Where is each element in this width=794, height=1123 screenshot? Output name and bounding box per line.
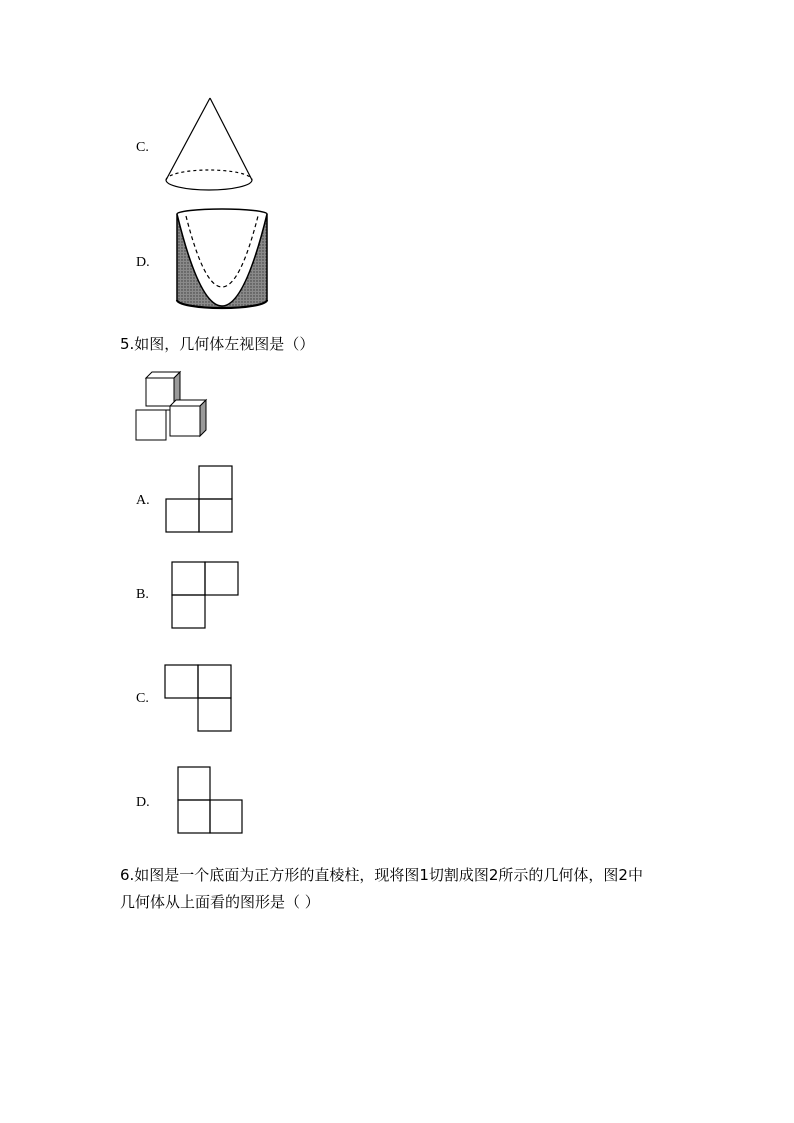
cylinder-cut-figure	[172, 208, 272, 312]
q4-option-d-label: D.	[136, 255, 150, 270]
q5-option-d-label: D.	[136, 795, 150, 810]
q5-option-a-label: A.	[136, 493, 150, 508]
q5-option-c-label: C.	[136, 691, 149, 706]
cone-figure	[164, 96, 254, 196]
q4-option-c-label: C.	[136, 140, 149, 155]
q5-option-c-figure[interactable]	[164, 664, 234, 734]
q5-option-d-figure[interactable]	[176, 766, 246, 836]
question-6-line-1: 6.如图是一个底面为正方形的直棱柱，现将图1切割成图2所示的几何体，图2中	[120, 866, 643, 884]
q5-option-b-label: B.	[136, 587, 149, 602]
q5-solid-figure	[134, 368, 214, 443]
q5-option-a-figure[interactable]	[164, 465, 234, 535]
question-6-line-2: 几何体从上面看的图形是（ ）	[120, 893, 320, 911]
question-5-text: 5.如图，几何体左视图是（）	[120, 335, 315, 353]
q5-option-b-figure[interactable]	[170, 560, 240, 630]
